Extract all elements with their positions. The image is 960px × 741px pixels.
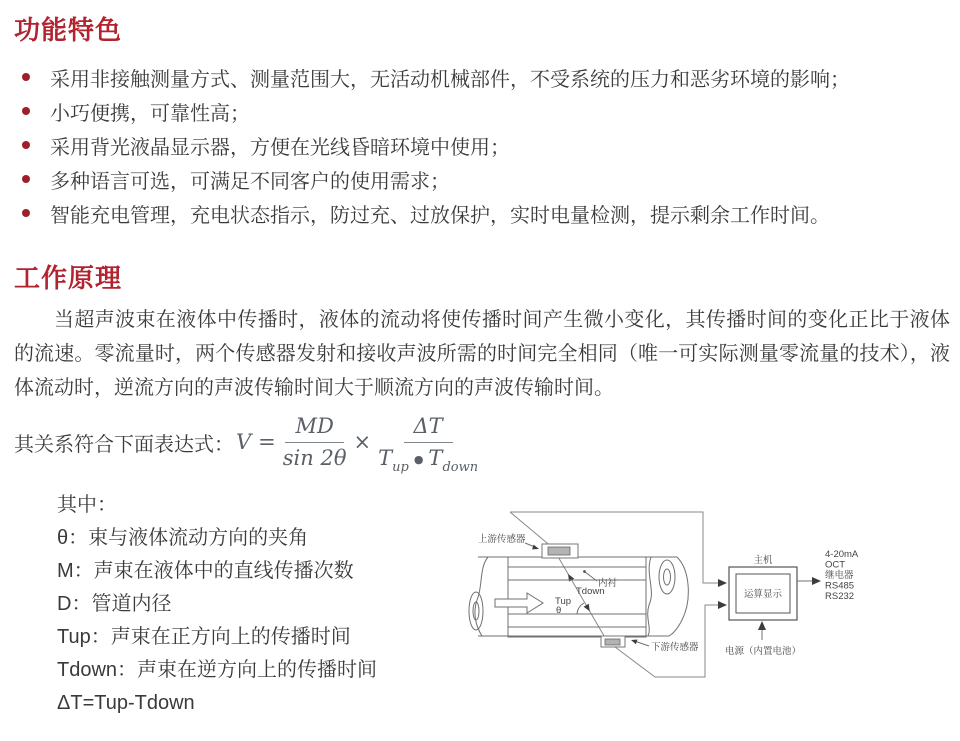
main-unit-label: 主机	[753, 555, 773, 566]
math-var-v: V	[236, 430, 252, 454]
definition-line: Tdown：声束在逆方向上的传播时间	[57, 659, 378, 681]
pipe	[469, 557, 688, 637]
fraction-1	[283, 414, 347, 469]
fraction-1-denominator: sin 2θ	[282, 445, 347, 470]
sound-path	[510, 512, 607, 641]
output-label: OCT	[825, 559, 846, 571]
feature-text: 智能充电管理，充电状态指示，防过充、过放保护，实时电量检测，提示剩余工作时间。	[50, 204, 830, 227]
flow-arrow-icon	[495, 593, 543, 613]
bullet-icon	[22, 107, 30, 115]
features-title: 功能特色	[14, 15, 123, 45]
math-sub-down: down	[442, 459, 479, 475]
bullet-icon	[22, 141, 30, 149]
math-var-t: T	[378, 445, 393, 470]
bullet-icon	[22, 209, 30, 217]
liner-pointer-dot	[583, 570, 586, 573]
angle-arc	[577, 603, 584, 614]
definition-line: M：声束在液体中的直线传播次数	[57, 560, 354, 582]
feature-text: 多种语言可选，可满足不同客户的使用需求；	[50, 170, 450, 193]
display-label: 运算显示	[743, 589, 783, 600]
feature-text: 采用非接触测量方式、测量范围大，无活动机械部件，不受系统的压力和恶劣环境的影响；	[50, 68, 850, 91]
formula-expression	[236, 414, 479, 475]
math-sub-up: up	[392, 459, 409, 475]
math-equals: =	[258, 430, 276, 454]
output-label: 继电器	[825, 570, 854, 581]
theta-label: θ	[556, 605, 562, 616]
list-item	[14, 94, 944, 128]
list-item	[14, 196, 944, 230]
tdown-label: Tdown	[576, 586, 605, 597]
definitions-block	[57, 489, 377, 720]
principle-title: 工作原理	[14, 263, 123, 293]
list-item	[14, 60, 944, 94]
principle-paragraph: 当超声波束在液体中传播时，液体的流动将使传播时间产生微小变化，其传播时间的变化正比于液体的流速。零流量时，两个传感器发射和接收声波所需的时间完全相同（唯一可实际测量零流量的技术），液体流动时，逆流方向的声波传输时间大于顺流方向的声波传输时间。	[14, 309, 950, 399]
fraction-2	[378, 414, 479, 475]
upstream-sensor-label: 上游传感器	[478, 534, 526, 545]
formula-row	[14, 410, 478, 474]
bullet-icon	[22, 175, 30, 183]
downstream-sensor-label: 下游传感器	[651, 642, 699, 653]
upstream-sensor	[542, 544, 578, 558]
working-principle-diagram	[455, 500, 925, 700]
list-item	[14, 128, 944, 162]
output-label: RS232	[825, 591, 855, 602]
math-times: ×	[353, 430, 372, 454]
definition-line: θ：束与液体流动方向的夹角	[57, 527, 309, 549]
downstream-sensor	[601, 636, 625, 647]
list-item	[14, 162, 944, 196]
output-label: 4-20mA	[825, 549, 859, 560]
definition-line: ΔT=Tup-Tdown	[57, 692, 195, 714]
fraction-2-denominator	[378, 443, 479, 475]
math-dot: ●	[413, 452, 424, 466]
tup-label: Tup	[555, 596, 572, 607]
bullet-icon	[22, 73, 30, 81]
definition-line: D：管道内径	[57, 593, 172, 615]
liner-label: 内衬	[598, 578, 618, 589]
output-signals	[797, 549, 859, 602]
power-label: 电源（内置电池）	[724, 646, 802, 657]
formula-label: 其关系符合下面表达式：	[14, 433, 234, 456]
features-list	[14, 60, 944, 230]
fraction-2-numerator: ΔT	[404, 414, 453, 442]
definition-line: Tup：声束在正方向上的传播时间	[57, 626, 351, 648]
power-supply	[725, 621, 801, 657]
pipe-break-right	[648, 557, 652, 636]
fraction-1-numerator: MD	[285, 414, 343, 442]
output-label: RS485	[825, 580, 855, 592]
where-label: 其中：	[57, 494, 117, 516]
main-unit	[729, 554, 797, 620]
feature-text: 采用背光液晶显示器，方便在光线昏暗环境中使用；	[50, 136, 510, 159]
feature-text: 小巧便携，可靠性高；	[50, 102, 250, 125]
math-var-t: T	[428, 445, 443, 470]
